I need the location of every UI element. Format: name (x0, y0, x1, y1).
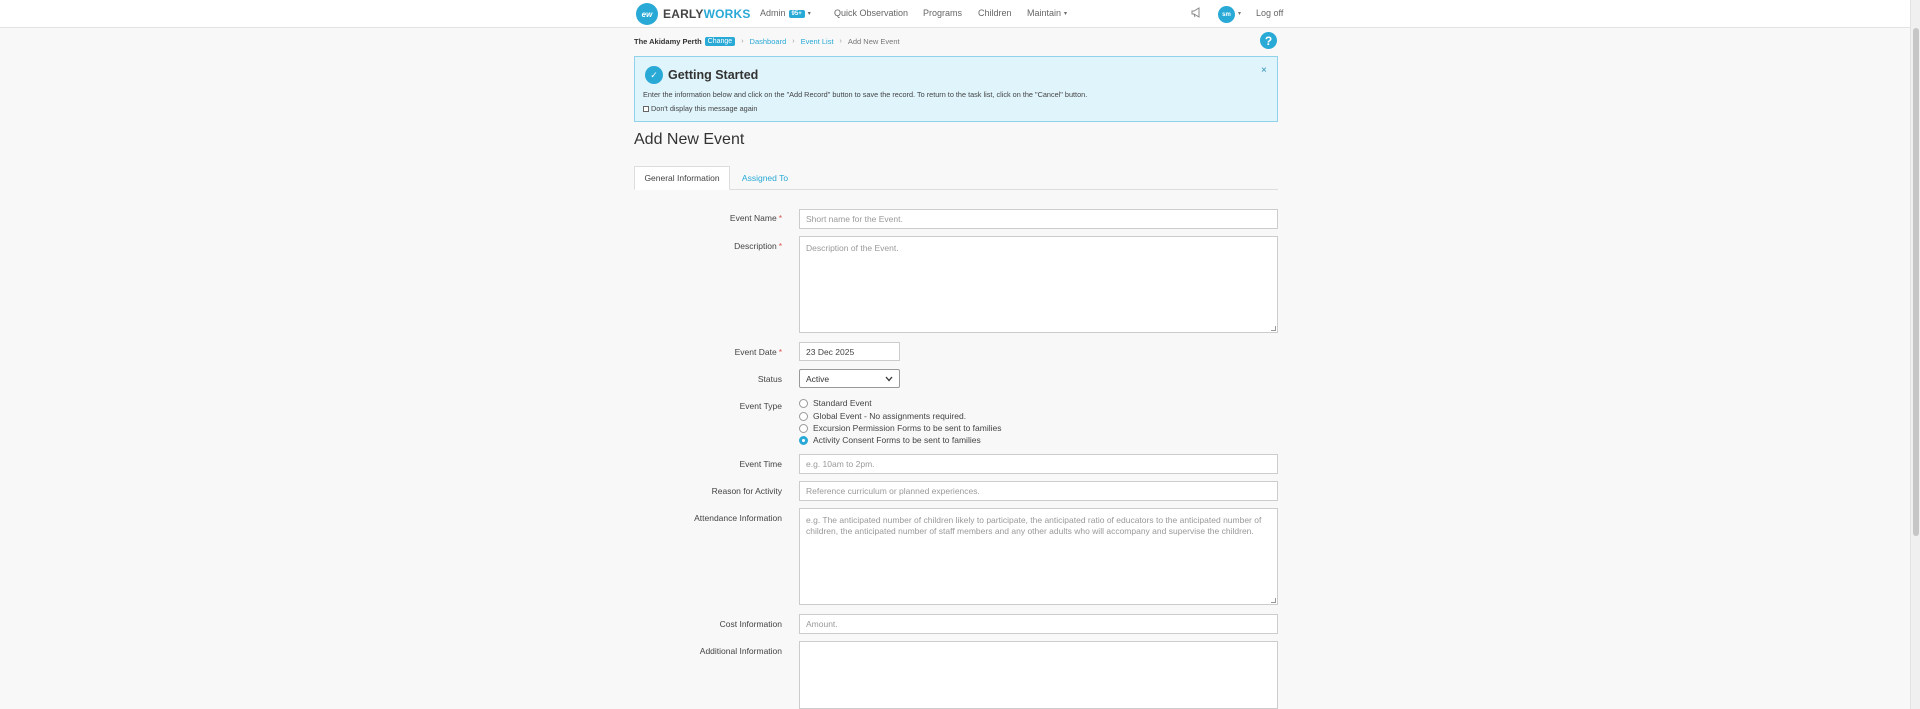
breadcrumb-separator: › (741, 37, 744, 45)
admin-badge: 95+ (789, 10, 805, 18)
page-scrollbar[interactable] (1910, 0, 1920, 709)
dont-display-label: Don't display this message again (651, 104, 758, 113)
event-date-label-text: Event Date (734, 347, 777, 357)
event-date-input[interactable] (799, 342, 900, 361)
logo-text (663, 7, 751, 21)
logo-text-part2: WORKS (703, 7, 751, 21)
radio-label: Standard Event (813, 398, 872, 408)
event-type-option-excursion[interactable] (799, 423, 1001, 433)
organisation-name: The Akidamy Perth (634, 36, 702, 46)
required-marker: * (778, 347, 782, 357)
status-label: Status (757, 374, 782, 384)
breadcrumb-current: Add New Event (847, 36, 900, 46)
event-type-label: Event Type (739, 401, 782, 411)
cost-input[interactable]: Amount. (799, 614, 1278, 634)
tab-bar (634, 166, 1278, 190)
close-icon[interactable]: × (1261, 65, 1267, 76)
logo-mark-icon: ew (636, 3, 658, 25)
chevron-down-icon: ▾ (807, 11, 811, 18)
getting-started-title: Getting Started (668, 68, 759, 82)
chevron-down-icon[interactable]: ▾ (1238, 11, 1242, 17)
log-off-link[interactable]: Log off (1256, 8, 1284, 18)
logo[interactable] (636, 2, 751, 26)
cost-label: Cost Information (719, 619, 782, 629)
top-navbar (0, 0, 1920, 28)
event-date-value: 23 Dec 2025 (806, 346, 855, 357)
avatar[interactable]: sm (1218, 6, 1235, 23)
nav-maintain-label: Maintain (1027, 8, 1062, 18)
attendance-textarea[interactable] (799, 508, 1278, 605)
description-label (632, 241, 782, 251)
event-type-option-standard[interactable] (799, 398, 872, 408)
radio-button[interactable] (799, 399, 808, 408)
chevron-down-icon: ▾ (1064, 11, 1068, 18)
navbar-inner (636, 0, 1284, 28)
getting-started-panel (634, 56, 1278, 122)
nav-admin-label: Admin (760, 8, 786, 18)
breadcrumb-separator: › (839, 37, 842, 45)
nav-maintain[interactable] (1027, 8, 1067, 18)
description-placeholder: Description of the Event. (806, 243, 899, 253)
additional-label: Additional Information (699, 646, 782, 656)
description-textarea[interactable] (799, 236, 1278, 333)
additional-textarea[interactable] (799, 641, 1278, 709)
radio-button[interactable] (799, 412, 808, 421)
logo-text-part1: EARLY (663, 7, 704, 21)
attendance-placeholder: e.g. The anticipated number of children likely to participate, the anticipated ratio of educators to the anticipated number of children, the anticipated number of staff members and any other adults who will accompany and supervise the children. (806, 515, 1262, 536)
help-icon[interactable]: ? (1260, 32, 1277, 49)
breadcrumb-dashboard[interactable]: Dashboard (749, 36, 787, 46)
resize-handle[interactable] (1271, 598, 1276, 603)
radio-label: Excursion Permission Forms to be sent to families (813, 423, 1002, 433)
required-marker: * (778, 213, 782, 223)
tab-general-information[interactable]: General Information (634, 166, 730, 190)
radio-label: Activity Consent Forms to be sent to families (813, 435, 981, 445)
breadcrumb-separator: › (792, 37, 795, 45)
announcements-icon[interactable] (1191, 7, 1203, 21)
status-value: Active (806, 373, 830, 384)
event-time-input[interactable]: e.g. 10am to 2pm. (799, 454, 1278, 474)
radio-button-selected[interactable] (799, 436, 808, 445)
event-name-label-text: Event Name (729, 213, 777, 223)
description-label-text: Description (734, 241, 777, 251)
radio-label: Global Event - No assignments required. (813, 411, 967, 421)
page-title: Add New Event (634, 131, 745, 148)
event-date-label (632, 347, 782, 357)
checkbox[interactable] (643, 106, 649, 112)
required-marker: * (778, 241, 782, 251)
event-type-option-activity-consent[interactable] (799, 435, 981, 445)
chevron-down-icon (885, 376, 893, 382)
megaphone-icon (1191, 7, 1203, 18)
radio-button[interactable] (799, 424, 808, 433)
reason-label: Reason for Activity (711, 486, 782, 496)
breadcrumb-event-list[interactable]: Event List (800, 36, 834, 46)
reason-input[interactable]: Reference curriculum or planned experiences. (799, 481, 1278, 501)
nav-programs[interactable]: Programs (923, 8, 963, 18)
event-time-label: Event Time (739, 459, 782, 469)
event-type-option-global[interactable] (799, 411, 966, 421)
event-name-label (632, 213, 782, 223)
change-organisation-button[interactable]: Change (705, 37, 736, 46)
breadcrumb (634, 35, 900, 47)
scrollbar-thumb[interactable] (1913, 28, 1919, 536)
nav-children[interactable]: Children (978, 8, 1012, 18)
dont-display-checkbox[interactable] (643, 104, 757, 113)
nav-quick-observation[interactable]: Quick Observation (834, 8, 909, 18)
attendance-label: Attendance Information (694, 513, 782, 523)
event-name-input[interactable]: Short name for the Event. (799, 209, 1278, 229)
getting-started-text: Enter the information below and click on the "Add Record" button to save the record. To return to the task list, click on the "Cancel" button. (643, 90, 1088, 99)
resize-handle[interactable] (1271, 326, 1276, 331)
getting-started-icon: ✓ (645, 66, 663, 84)
tab-assigned-to[interactable]: Assigned To (741, 173, 789, 183)
status-select[interactable] (799, 369, 900, 388)
nav-admin[interactable] (760, 8, 811, 18)
